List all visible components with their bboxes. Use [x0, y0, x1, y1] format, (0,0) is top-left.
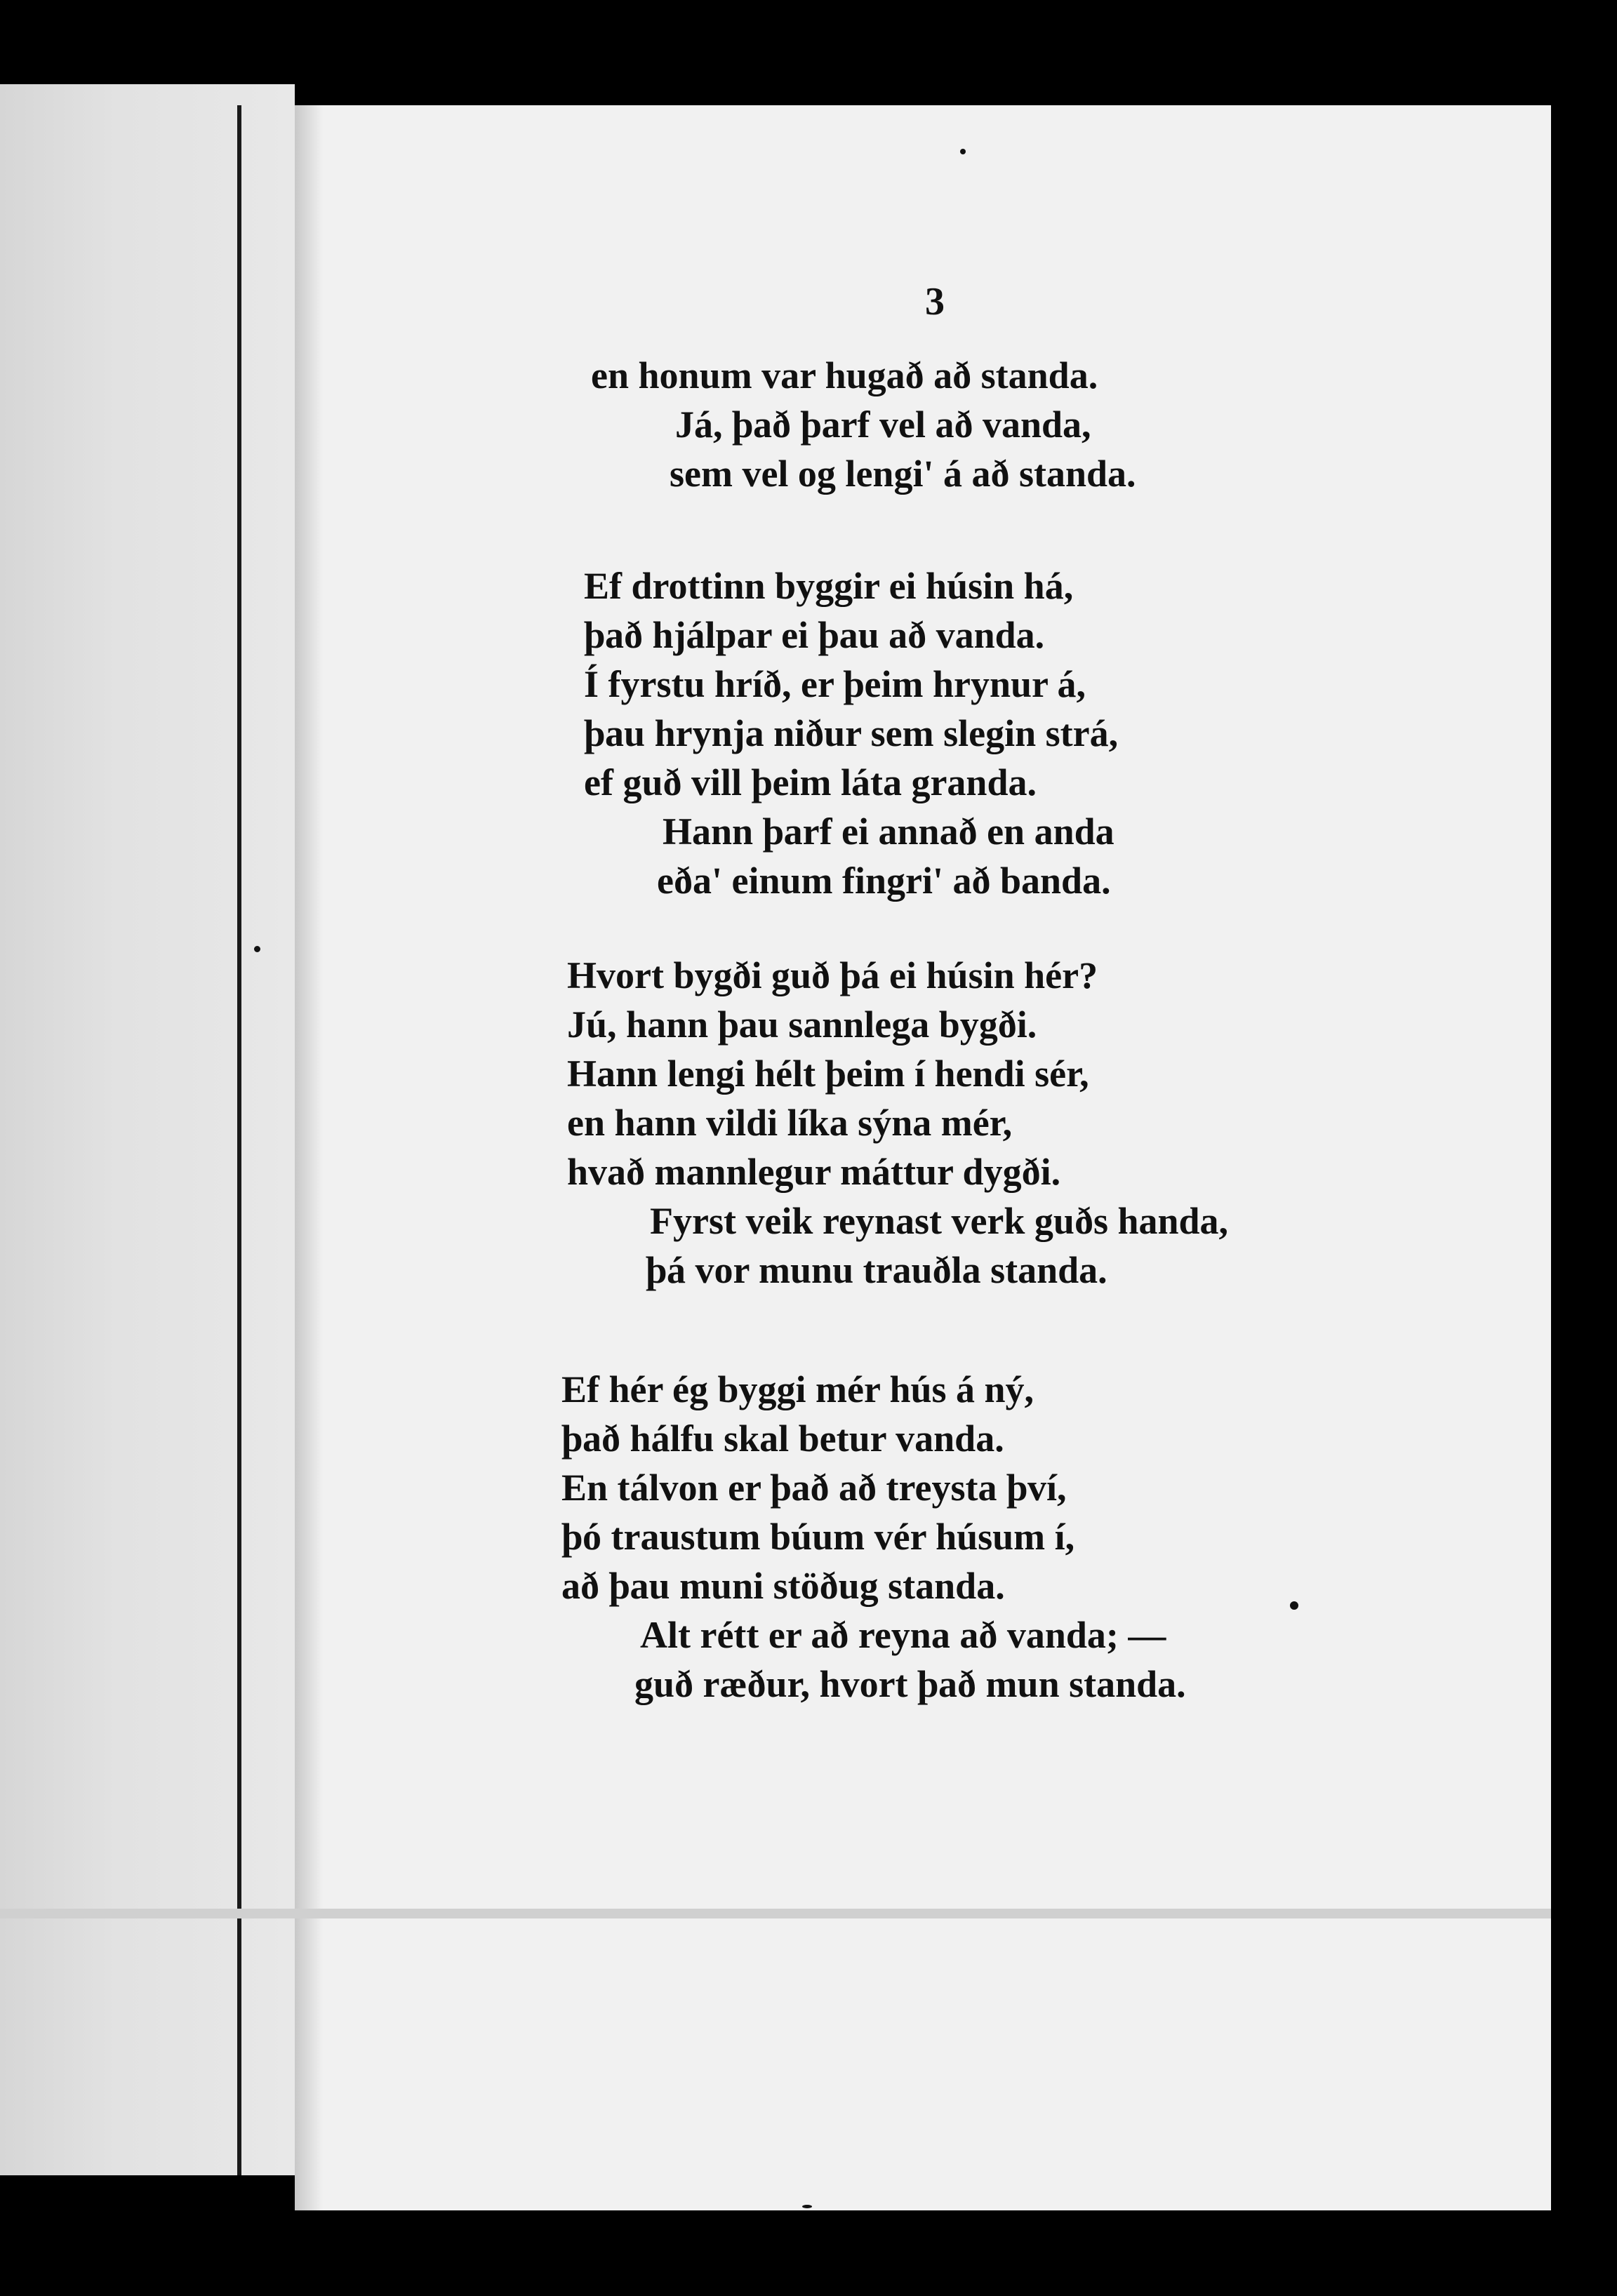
verse-line: ef guð vill þeim láta granda. — [584, 761, 1037, 803]
verse-line: eða' einum fingri' að banda. — [657, 860, 1111, 902]
stanza-4 — [561, 1365, 1186, 1709]
scan-artifact-strip — [0, 1909, 1551, 1918]
ink-speck — [254, 946, 260, 952]
verse-line: það hjálpar ei þau að vanda. — [584, 614, 1045, 656]
verse-line: Ef drottinn byggir ei húsin há, — [584, 565, 1074, 607]
verse-line: Fyrst veik reynast verk guðs handa, — [650, 1200, 1229, 1242]
stanza-3 — [567, 951, 1228, 1295]
verse-line: Hvort bygði guð þá ei húsin hér? — [567, 954, 1098, 996]
stanza-1 — [591, 351, 1136, 498]
verse-line: þó traustum búum vér húsum í, — [561, 1516, 1075, 1558]
verse-line: að þau muni stöðug standa. — [561, 1565, 1005, 1607]
verse-line: Jú, hann þau sannlega bygði. — [567, 1003, 1037, 1046]
verse-line: þá vor munu trauðla standa. — [646, 1249, 1107, 1291]
verse-line: Já, það þarf vel að vanda, — [675, 403, 1091, 446]
verse-line: það hálfu skal betur vanda. — [561, 1417, 1004, 1460]
book-gutter — [237, 105, 241, 2175]
verse-line: Ef hér ég byggi mér hús á ný, — [561, 1368, 1034, 1410]
verse-line: guð ræður, hvort það mun standa. — [634, 1663, 1186, 1705]
page-shadow — [295, 105, 323, 2210]
verse-line: þau hrynja niður sem slegin strá, — [584, 712, 1119, 754]
verse-line: en hann vildi líka sýna mér, — [567, 1102, 1013, 1144]
verse-line: Í fyrstu hríð, er þeim hrynur á, — [584, 663, 1086, 705]
verse-line: hvað mannlegur máttur dygði. — [567, 1151, 1061, 1193]
verse-line: Hann þarf ei annað en anda — [663, 810, 1114, 853]
verse-line: en honum var hugað að standa. — [591, 354, 1098, 396]
ink-speck — [1290, 1601, 1298, 1610]
verse-line: Hann lengi hélt þeim í hendi sér, — [567, 1053, 1089, 1095]
verse-line: En tálvon er það að treysta því, — [561, 1467, 1067, 1509]
ink-speck — [802, 2205, 812, 2208]
verse-line: Alt rétt er að reyna að vanda; — — [640, 1614, 1166, 1656]
page-number: 3 — [925, 280, 945, 323]
left-page-margin — [0, 84, 295, 2175]
verse-line: sem vel og lengi' á að standa. — [670, 453, 1136, 495]
stanza-2 — [584, 561, 1118, 905]
ink-speck — [960, 149, 966, 154]
